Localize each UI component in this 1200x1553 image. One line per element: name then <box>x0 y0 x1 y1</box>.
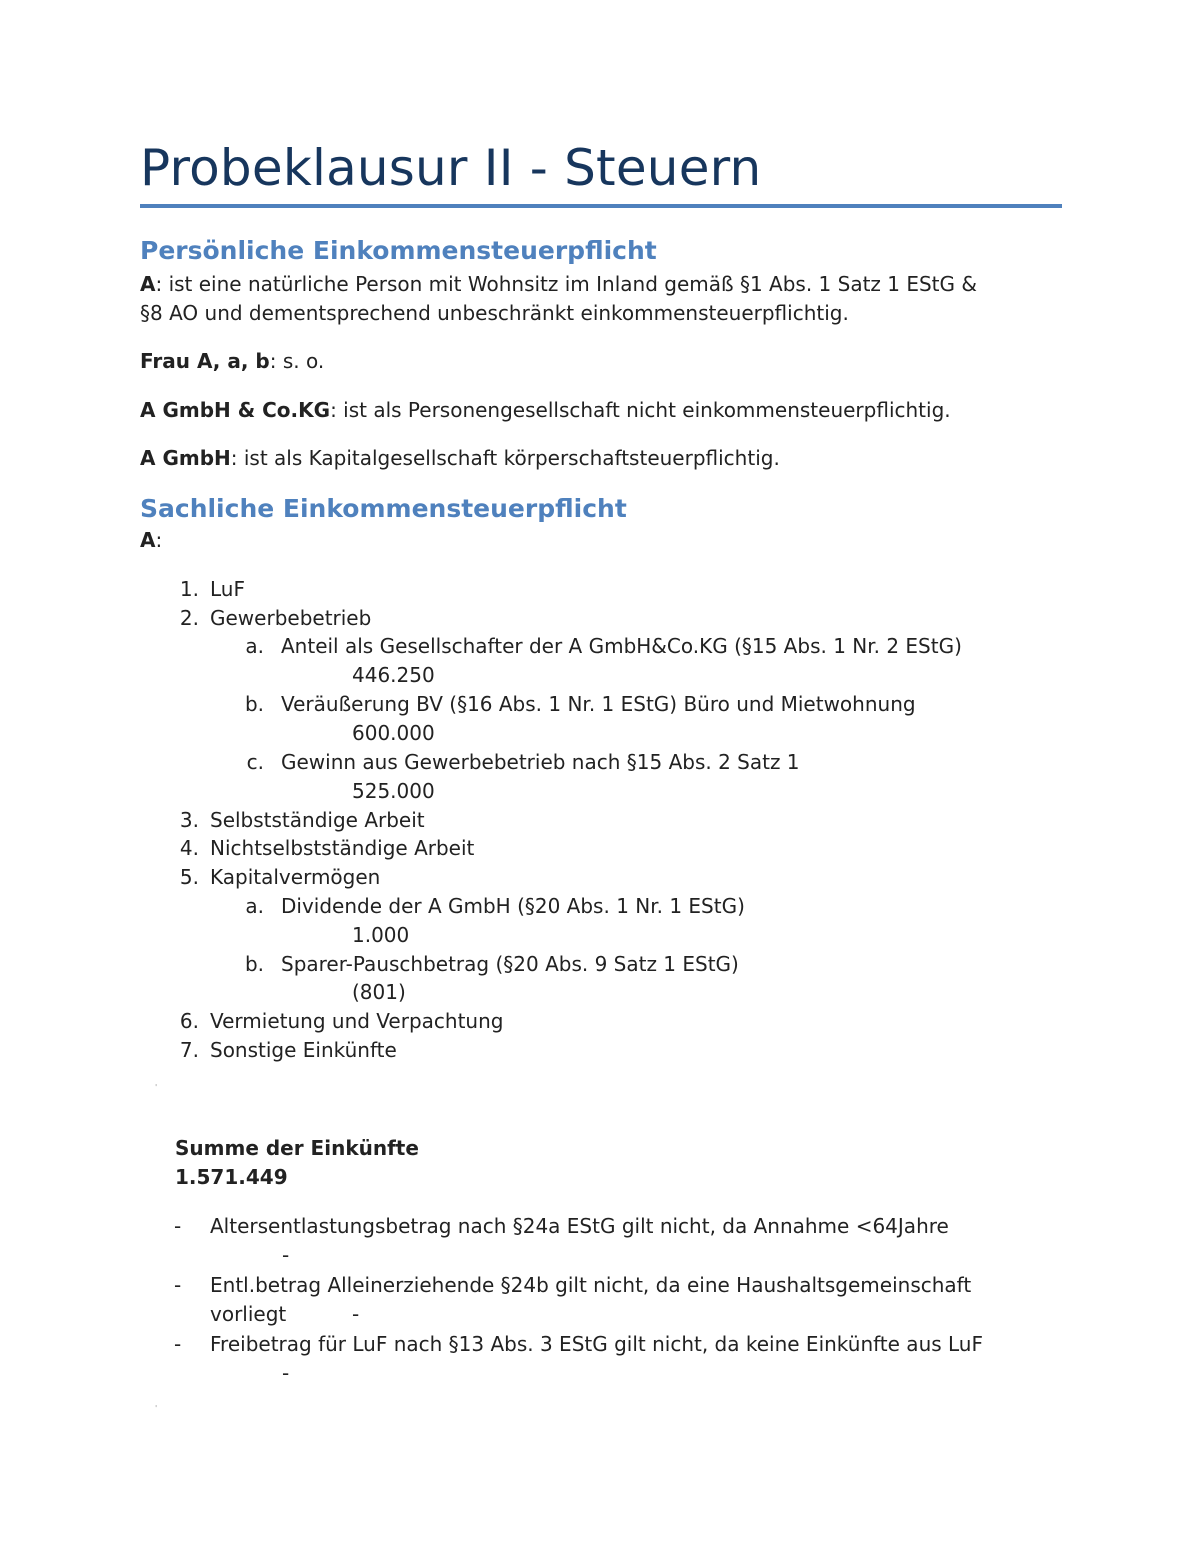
sub-list-text: Anteil als Gesellschafter der A GmbH&Co.KG (§15 Abs. 1 Nr. 2 EStG) <box>281 634 962 658</box>
comment-marker: ' <box>155 1404 158 1413</box>
list-text: Nichtselbstständige Arbeit <box>210 836 475 860</box>
amount-value: 525.000 <box>352 779 435 803</box>
deduction-value: - <box>352 1302 360 1326</box>
list-number: 4. <box>179 836 199 860</box>
paragraph-text: : ist als Personengesellschaft nicht einkommensteuerpflichtig. <box>330 398 951 422</box>
list-text: Gewerbebetrieb <box>210 606 372 630</box>
paragraph-label: A <box>140 272 156 296</box>
sub-list-text: Sparer-Pauschbetrag (§20 Abs. 9 Satz 1 EStG) <box>281 952 739 976</box>
list-text: Sonstige Einkünfte <box>210 1038 397 1062</box>
deduction-text: Altersentlastungsbetrag nach §24a EStG gilt nicht, da Annahme <64Jahre <box>210 1214 949 1238</box>
sub-list-letter: b. <box>244 692 264 716</box>
deduction-text: Entl.betrag Alleinerziehende §24b gilt nicht, da eine Haushaltsgemeinschaft <box>210 1273 972 1297</box>
page-title: Probeklausur II - Steuern <box>140 139 762 197</box>
bullet-dash: - <box>174 1273 182 1297</box>
subject-label: A <box>140 528 156 552</box>
paragraph-gmbh-co-kg <box>140 396 1050 425</box>
bullet-dash: - <box>174 1332 182 1356</box>
paragraph-frau-a <box>140 347 1050 376</box>
amount-value: (801) <box>352 980 406 1004</box>
paragraph-text-continued: §8 AO und dementsprechend unbeschränkt einkommensteuerpflichtig. <box>140 301 849 325</box>
sub-list-letter: a. <box>245 894 264 918</box>
amount-value: 1.000 <box>352 923 410 947</box>
sub-list-letter: c. <box>246 750 264 774</box>
sum-value: 1.571.449 <box>175 1165 288 1189</box>
list-number: 1. <box>179 577 199 601</box>
paragraph-label: A GmbH & Co.KG <box>140 398 331 422</box>
paragraph-a <box>140 270 1050 328</box>
list-text: Selbstständige Arbeit <box>210 808 425 832</box>
amount-value: 446.250 <box>352 663 435 687</box>
paragraph-label: A GmbH <box>140 446 231 470</box>
paragraph-text: : ist eine natürliche Person mit Wohnsitz im Inland gemäß §1 Abs. 1 Satz 1 EStG & <box>155 272 977 296</box>
section-heading-personal: Persönliche Einkommensteuerpflicht <box>140 236 657 265</box>
list-number: 5. <box>179 865 199 889</box>
sub-list-text: Dividende der A GmbH (§20 Abs. 1 Nr. 1 EStG) <box>281 894 745 918</box>
bullet-dash: - <box>174 1214 182 1238</box>
paragraph-text: : s. o. <box>269 349 325 373</box>
section-heading-material: Sachliche Einkommensteuerpflicht <box>140 494 627 523</box>
deduction-value: - <box>282 1243 290 1267</box>
list-number: 7. <box>179 1038 199 1062</box>
paragraph-gmbh <box>140 444 1050 473</box>
amount-value: 600.000 <box>352 721 435 745</box>
deduction-text: Freibetrag für LuF nach §13 Abs. 3 EStG gilt nicht, da keine Einkünfte aus LuF <box>210 1332 983 1356</box>
deduction-text-continued: vorliegt <box>210 1302 287 1326</box>
sub-list-letter: a. <box>245 634 264 658</box>
sub-list-text: Gewinn aus Gewerbebetrieb nach §15 Abs. 2 Satz 1 <box>281 750 800 774</box>
list-text: Kapitalvermögen <box>210 865 381 889</box>
list-number: 6. <box>179 1009 199 1033</box>
paragraph-text: : ist als Kapitalgesellschaft körperschaftsteuerpflichtig. <box>230 446 780 470</box>
sum-label: Summe der Einkünfte <box>175 1136 419 1160</box>
deduction-value: - <box>282 1361 290 1385</box>
title-underline <box>140 204 1062 208</box>
sub-list-text: Veräußerung BV (§16 Abs. 1 Nr. 1 EStG) Büro und Mietwohnung <box>281 692 916 716</box>
list-number: 3. <box>179 808 199 832</box>
paragraph-label: Frau A, a, b <box>140 349 270 373</box>
list-text: Vermietung und Verpachtung <box>210 1009 504 1033</box>
comment-marker: ' <box>155 1083 158 1092</box>
sub-list-letter: b. <box>244 952 264 976</box>
list-text: LuF <box>210 577 245 601</box>
list-number: 2. <box>179 606 199 630</box>
subject-label-a <box>140 526 1050 555</box>
subject-colon: : <box>155 528 163 552</box>
